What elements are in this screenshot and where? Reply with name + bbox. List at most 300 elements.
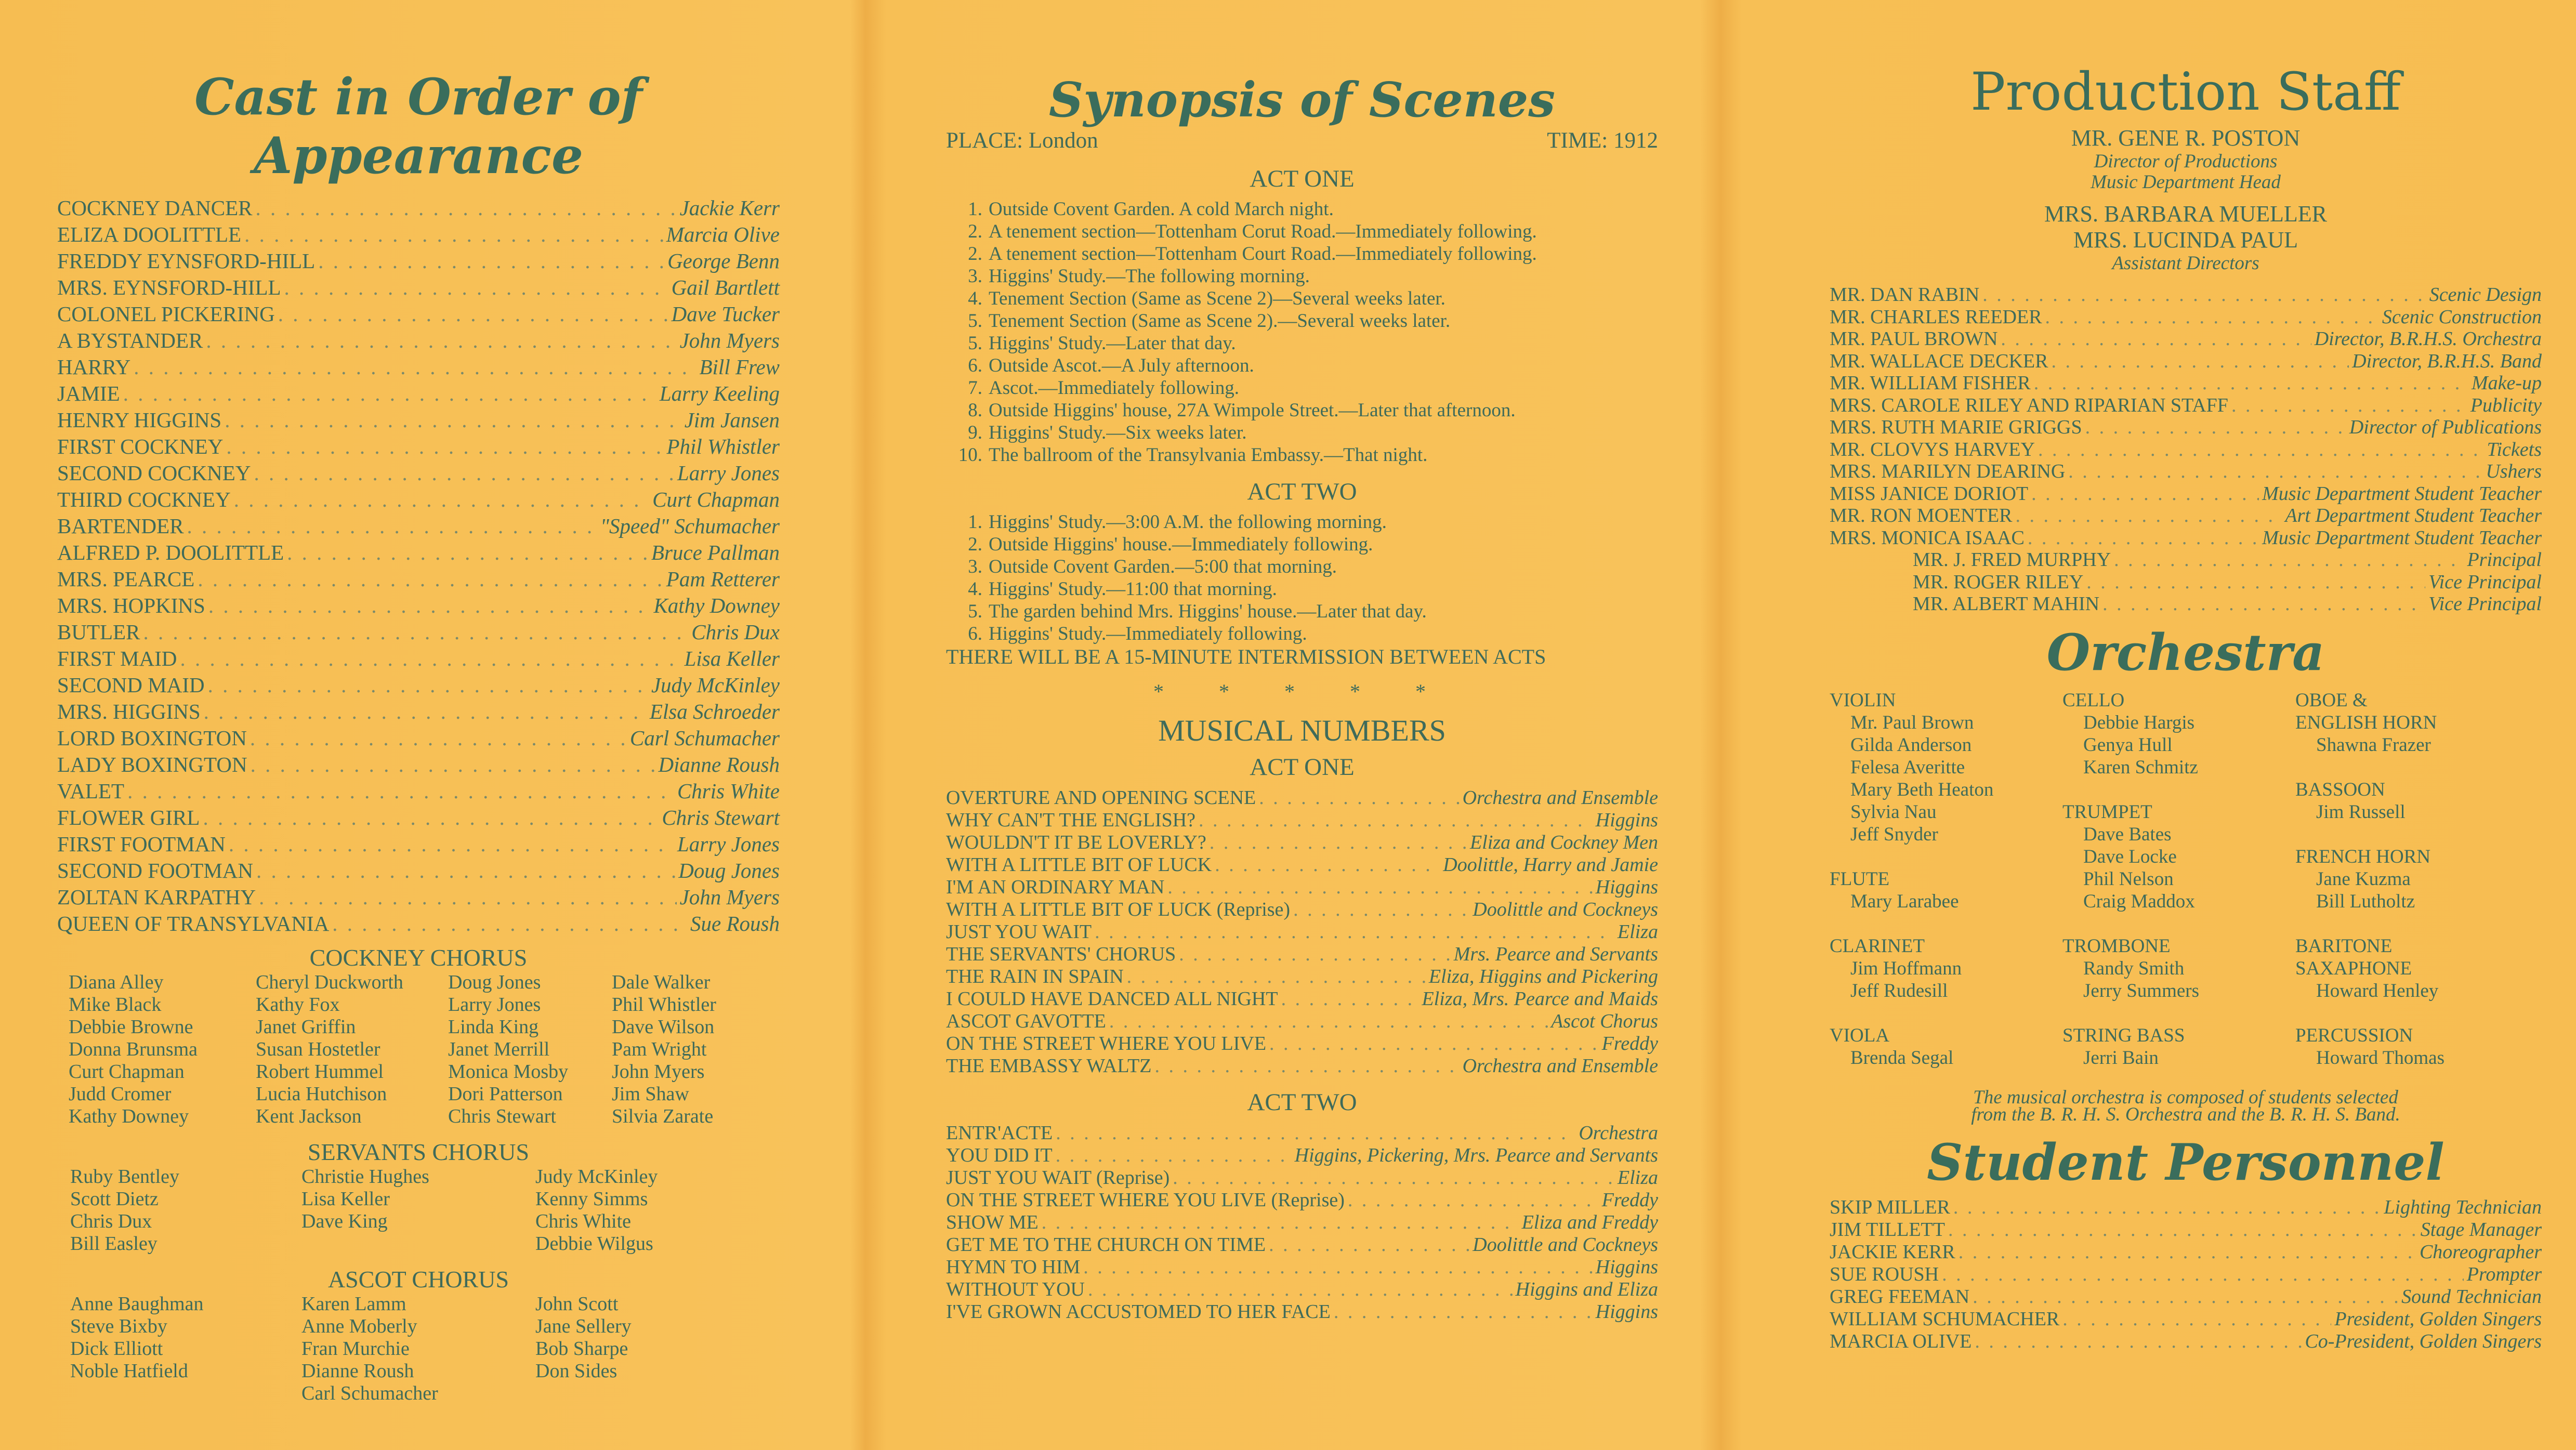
leader-dots (287, 540, 648, 565)
staff-row-right: Ushers (2486, 460, 2542, 482)
leader-dots (259, 885, 676, 909)
chorus-member (301, 1233, 535, 1255)
chorus-member: Bill Easley (70, 1233, 157, 1255)
chorus-member: Dave Wilson (612, 1016, 715, 1038)
servants-chorus-list (57, 1166, 780, 1255)
cast-row (57, 646, 780, 673)
leader-dots (1975, 1330, 2302, 1353)
musical-number-row-left: WITH A LITTLE BIT OF LUCK (Reprise) (946, 899, 1291, 920)
personnel-row-left: MARCIA OLIVE (1830, 1330, 1972, 1352)
cast-row (57, 301, 780, 328)
orchestra-section-heading: TRUMPET (2062, 801, 2152, 823)
orchestra-grid (1830, 689, 2542, 1091)
orchestra-section (2295, 689, 2529, 756)
orchestra-member: Shawna Frazer (2316, 734, 2431, 756)
staff-row-right: Director, B.R.H.S. Orchestra (2314, 328, 2542, 350)
leader-dots (1095, 920, 1614, 943)
scene-item (946, 354, 1658, 377)
orchestra-section-heading: FRENCH HORN (2295, 846, 2431, 867)
orchestra-section-heading: VIOLIN (1830, 689, 1896, 711)
leader-dots (187, 513, 597, 538)
leader-dots (198, 566, 663, 591)
leader-dots (278, 301, 668, 326)
orchestra-member: Jerri Bain (2083, 1047, 2159, 1069)
musical-number-row-left: ON THE STREET WHERE YOU LIVE (946, 1033, 1267, 1054)
musical-number-row-left: WOULDN'T IT BE LOVERLY? (946, 832, 1206, 853)
orchestra-member: Jim Russell (2316, 801, 2406, 823)
assistant-director-2: MRS. LUCINDA PAUL (2073, 227, 2298, 253)
orchestra-member: Jane Kuzma (2316, 868, 2411, 890)
leader-dots (254, 460, 674, 485)
cast-row-right: Chris Stewart (662, 806, 780, 829)
personnel-row-right: Co-President, Golden Singers (2305, 1330, 2542, 1352)
cast-row (57, 832, 780, 858)
scene-item (946, 556, 1658, 578)
cast-row (57, 513, 780, 540)
orchestra-member: Sylvia Nau (1850, 801, 1937, 823)
leader-dots (1269, 1233, 1469, 1256)
scene-number: 1. (968, 199, 982, 220)
chorus-member: Karen Lamm (301, 1293, 406, 1315)
chorus-member: Chris Stewart (448, 1105, 556, 1127)
staff-row-right: Scenic Construction (2382, 306, 2542, 328)
cast-row-right: Curt Chapman (652, 487, 780, 511)
chorus-member: Chris White (535, 1210, 632, 1232)
chorus-member: Dave King (301, 1210, 388, 1232)
orchestra-column-2 (2062, 689, 2295, 1091)
cast-row-right: Carl Schumacher (629, 726, 780, 750)
musical-number-row (946, 1010, 1658, 1032)
admin-row-right: Principal (2467, 549, 2542, 571)
musical-number-row (946, 898, 1658, 920)
act-two-scenes (946, 511, 1658, 645)
personnel-row (1830, 1263, 2542, 1285)
orchestra-section (2062, 689, 2295, 779)
staff-row-left: MR. WALLACE DECKER (1830, 350, 2048, 372)
leader-dots (206, 328, 676, 353)
scene-item (946, 332, 1658, 354)
leader-dots (1215, 853, 1440, 876)
orchestra-member: Brenda Segal (1850, 1047, 1954, 1069)
leader-dots (2016, 504, 2282, 527)
cast-row-right: Chris Dux (691, 620, 780, 644)
musical-number-row (946, 853, 1658, 876)
orchestra-section-heading: PERCUSSION (2295, 1024, 2413, 1046)
orchestra-section-heading: SAXAPHONE (2295, 957, 2412, 979)
cast-row-left: SECOND FOOTMAN (57, 859, 254, 882)
cast-row (57, 222, 780, 248)
musical-number-row-right: Ascot Chorus (1551, 1010, 1658, 1032)
scene-item (946, 198, 1658, 220)
leader-dots (1088, 1278, 1513, 1301)
musical-number-row-right: Freddy (1601, 1033, 1658, 1054)
staff-row-left: MRS. MARILYN DEARING (1830, 460, 2066, 482)
leader-dots (226, 434, 663, 459)
leader-dots (2034, 372, 2468, 394)
admin-row (1830, 571, 2542, 593)
cast-row-left: VALET (57, 779, 125, 803)
chorus-member: Diana Alley (69, 971, 164, 993)
scene-text: Tenement Section (Same as Scene 2)—Several weeks later. (989, 288, 1445, 309)
musical-number-row (946, 1054, 1658, 1077)
scene-number: 3. (968, 266, 982, 287)
leader-dots (255, 195, 676, 220)
orchestra-member: Bill Lutholtz (2316, 890, 2415, 912)
staff-list (1830, 283, 2542, 548)
musical-number-row-left: JUST YOU WAIT (Reprise) (946, 1167, 1170, 1189)
scene-number: 5. (968, 601, 982, 622)
cast-row-right: Doug Jones (678, 859, 780, 882)
scene-item (946, 600, 1658, 623)
staff-row (1830, 283, 2542, 306)
orchestra-member: Mary Larabee (1850, 890, 1959, 912)
scene-number: 9. (968, 422, 982, 443)
orchestra-section-heading: BASSOON (2295, 779, 2385, 800)
cast-row-right: George Benn (667, 249, 780, 273)
musical-number-row-left: SHOW ME (946, 1211, 1039, 1233)
staff-row-left: MR. CHARLES REEDER (1830, 306, 2042, 328)
personnel-row-right: Sound Technician (2401, 1285, 2542, 1308)
chorus-member: Mike Black (69, 994, 162, 1016)
cast-row-left: SECOND COCKNEY (57, 461, 251, 485)
personnel-row (1830, 1330, 2542, 1352)
act-one-scenes (946, 198, 1658, 466)
cast-row (57, 673, 780, 699)
staff-row (1830, 306, 2542, 328)
musical-number-row-left: OVERTURE AND OPENING SCENE (946, 787, 1256, 809)
cast-row-right: "Speed" Schumacher (600, 514, 780, 538)
cast-row-left: QUEEN OF TRANSYLVANIA (57, 912, 330, 935)
staff-row-right: Make-up (2471, 372, 2542, 394)
staff-row-right: Director, B.R.H.S. Band (2352, 350, 2542, 372)
orchestra-member: Howard Henley (2316, 980, 2439, 1001)
orchestra-section-heading: CLARINET (1830, 935, 1925, 957)
musical-number-row-left: WITH A LITTLE BIT OF LUCK (946, 854, 1212, 876)
divider-stars: * * * * * (1153, 680, 1451, 703)
chorus-member: Susan Hostetler (256, 1038, 380, 1060)
staff-row (1830, 394, 2542, 416)
chorus-member: Robert Hummel (256, 1061, 384, 1083)
cast-row-right: Jim Jansen (684, 408, 780, 432)
chorus-member: Dori Patterson (448, 1083, 563, 1105)
musical-number-row (946, 1166, 1658, 1189)
chorus-member: Christie Hughes (301, 1166, 429, 1188)
leader-dots (2085, 416, 2346, 439)
cast-row-left: SECOND MAID (57, 673, 205, 697)
leader-dots (1948, 1218, 2417, 1241)
cast-row-right: Dianne Roush (658, 753, 780, 776)
leader-dots (1281, 987, 1419, 1010)
cast-row (57, 275, 780, 301)
cast-row-left: A BYSTANDER (57, 328, 203, 352)
cast-row-left: MRS. EYNSFORD-HILL (57, 275, 281, 299)
chorus-member: Debbie Wilgus (535, 1233, 653, 1255)
scene-number: 1. (968, 511, 982, 533)
orchestra-member: Felesa Averitte (1850, 756, 1965, 778)
admin-row-right: Vice Principal (2428, 571, 2542, 593)
musical-number-row (946, 831, 1658, 853)
orchestra-member: Jeff Rudesill (1850, 980, 1948, 1001)
chorus-member: Noble Hatfield (70, 1360, 188, 1382)
leader-dots (2045, 306, 2379, 328)
cast-row (57, 328, 780, 354)
orchestra-member: Dave Bates (2083, 823, 2172, 845)
cast-row-left: FIRST FOOTMAN (57, 832, 226, 856)
staff-row-left: MRS. CAROLE RILEY AND RIPARIAN STAFF (1830, 394, 2228, 416)
leader-dots (208, 593, 651, 618)
leader-dots (284, 275, 668, 300)
scene-item (946, 444, 1658, 466)
musical-number-row (946, 876, 1658, 898)
cast-row-right: Chris White (677, 779, 780, 803)
leader-dots (2038, 438, 2484, 461)
leader-dots (1334, 1300, 1593, 1323)
cast-row-left: LORD BOXINGTON (57, 726, 247, 750)
staff-row (1830, 482, 2542, 505)
cast-row-right: Sue Roush (690, 912, 780, 935)
chorus-member: Kathy Downey (69, 1105, 189, 1127)
orchestra-member: Randy Smith (2083, 957, 2185, 979)
leader-dots (1959, 1241, 2416, 1263)
staff-row-right: Music Department Student Teacher (2262, 526, 2542, 549)
scene-item (946, 287, 1658, 310)
personnel-row (1830, 1196, 2542, 1218)
musical-number-row-right: Doolittle and Cockneys (1473, 1234, 1658, 1256)
cast-row (57, 752, 780, 779)
musical-number-row-left: THE EMBASSY WALTZ (946, 1055, 1152, 1077)
chorus-member: Carl Schumacher (301, 1382, 438, 1404)
leader-dots (229, 832, 674, 856)
musical-number-row-right: Mrs. Pearce and Servants (1453, 943, 1658, 965)
scene-number: 6. (968, 355, 982, 376)
leader-dots (332, 911, 687, 936)
musical-number-row-left: THE RAIN IN SPAIN (946, 966, 1124, 987)
leader-dots (1109, 1010, 1548, 1033)
admin-row (1830, 548, 2542, 571)
scene-number: 2. (968, 221, 982, 242)
musical-number-row-right: Doolittle and Cockneys (1473, 899, 1658, 920)
production-panel (1830, 0, 2542, 1450)
cast-row-left: FLOWER GIRL (57, 806, 200, 829)
musical-act-two-heading: ACT TWO (1247, 1089, 1357, 1116)
staff-row-right: Tickets (2487, 438, 2542, 460)
leader-dots (225, 407, 681, 432)
cast-row-right: Jackie Kerr (679, 196, 780, 220)
orchestra-section (1830, 1024, 2062, 1069)
personnel-row (1830, 1308, 2542, 1330)
cast-row-right: Dave Tucker (671, 302, 780, 326)
scene-text: Higgins' Study.—Immediately following. (989, 623, 1307, 644)
cast-row-left: HENRY HIGGINS (57, 408, 222, 432)
cast-row-right: Pam Retterer (666, 567, 780, 591)
musical-number-row-right: Eliza (1617, 1167, 1658, 1189)
leader-dots (1973, 1285, 2398, 1308)
orchestra-member: Jeff Snyder (1850, 823, 1938, 845)
scene-item (946, 310, 1658, 332)
leader-dots (1155, 1054, 1460, 1077)
cast-row-left: MRS. HOPKINS (57, 594, 205, 617)
personnel-row-left: JACKIE KERR (1830, 1241, 1955, 1263)
chorus-member: Silvia Zarate (612, 1105, 714, 1127)
leader-dots (143, 619, 688, 644)
chorus-member: Phil Whistler (612, 994, 716, 1016)
student-personnel-title: Student Personnel (1927, 1132, 2444, 1192)
leader-dots (2231, 394, 2467, 417)
cast-row-left: ELIZA DOOLITTLE (57, 222, 242, 246)
scene-text: Outside Higgins' house, 27A Wimpole Street.—Later that afternoon. (989, 400, 1516, 421)
scene-item (946, 533, 1658, 556)
cast-row-left: FIRST COCKNEY (57, 434, 224, 458)
production-staff-title: Production Staff (1970, 61, 2401, 122)
place-label: PLACE: London (946, 128, 1098, 153)
scene-number: 8. (968, 400, 982, 421)
leader-dots (2001, 327, 2311, 350)
cast-list (57, 195, 780, 938)
cast-row-left: MRS. HIGGINS (57, 700, 201, 723)
place-time-row (946, 128, 1658, 153)
staff-row-right: Scenic Design (2429, 284, 2542, 306)
personnel-row (1830, 1285, 2542, 1308)
personnel-row-left: SKIP MILLER (1830, 1196, 1950, 1218)
scene-item (946, 623, 1658, 645)
musical-number-row (946, 1300, 1658, 1323)
musical-number-row (946, 1189, 1658, 1211)
chorus-member: Scott Dietz (70, 1188, 159, 1210)
musical-number-row (946, 987, 1658, 1010)
musical-number-row-left: GET ME TO THE CHURCH ON TIME (946, 1234, 1266, 1256)
musical-number-row-left: YOU DID IT (946, 1144, 1053, 1166)
leader-dots (1056, 1122, 1575, 1144)
assistant-director-1: MRS. BARBARA MUELLER (2044, 201, 2327, 227)
orchestra-member: Genya Hull (2083, 734, 2173, 756)
synopsis-title: Synopsis of Scenes (1048, 72, 1556, 128)
musical-number-row (946, 943, 1658, 965)
leader-dots (1953, 1196, 2381, 1219)
orchestra-note-line-1: The musical orchestra is composed of students selected (1973, 1086, 2398, 1108)
musical-number-row (946, 920, 1658, 943)
cast-row-right: John Myers (679, 328, 780, 352)
chorus-member: Curt Chapman (69, 1061, 185, 1083)
leader-dots (1942, 1263, 2464, 1286)
orchestra-column-1 (1830, 689, 2062, 1091)
cast-row (57, 460, 780, 487)
chorus-member: Anne Moberly (301, 1315, 417, 1337)
staff-row-left: MR. DAN RABIN (1830, 284, 1980, 306)
scene-item (946, 377, 1658, 399)
orchestra-member: Jim Hoffmann (1850, 957, 1962, 979)
cast-row (57, 619, 780, 646)
cast-row (57, 407, 780, 434)
staff-row-left: MR. CLOVYS HARVEY (1830, 438, 2035, 460)
leader-dots (318, 248, 664, 273)
scene-number: 4. (968, 578, 982, 600)
musical-number-row-right: Higgins (1595, 809, 1658, 831)
cast-row-left: THIRD COCKNEY (57, 487, 231, 511)
cast-row-left: FIRST MAID (57, 647, 177, 670)
leader-dots (1127, 965, 1426, 988)
leader-dots (134, 354, 696, 379)
orchestra-section (1830, 689, 2062, 846)
orchestra-section-heading: BARITONE (2295, 935, 2393, 957)
musical-number-row-left: WHY CAN'T THE ENGLISH? (946, 809, 1196, 831)
cast-row-left: ALFRED P. DOOLITTLE (57, 541, 284, 564)
chorus-member: Kenny Simms (535, 1188, 648, 1210)
cockney-chorus-title: COCKNEY CHORUS (309, 944, 528, 971)
orchestra-member: Mary Beth Heaton (1850, 779, 1994, 800)
cast-row (57, 726, 780, 752)
leader-dots (1259, 786, 1459, 809)
cast-row-right: Gail Bartlett (671, 275, 780, 299)
admin-row-right: Vice Principal (2428, 593, 2542, 615)
cast-row (57, 699, 780, 726)
musical-number-row-right: Eliza (1617, 921, 1658, 943)
scene-number: 5. (968, 310, 982, 332)
musical-number-row-left: JUST YOU WAIT (946, 921, 1092, 943)
chorus-member: Dianne Roush (301, 1360, 414, 1382)
leader-dots (208, 673, 648, 697)
orchestra-member: Phil Nelson (2083, 868, 2174, 890)
musical-number-row (946, 965, 1658, 987)
musical-number-row-right: Higgins (1595, 1256, 1658, 1278)
staff-row (1830, 504, 2542, 526)
director-title-2: Music Department Head (2091, 172, 2281, 193)
orchestra-member: Karen Schmitz (2083, 756, 2198, 778)
chorus-member: Bob Sharpe (535, 1338, 628, 1360)
leader-dots (203, 805, 659, 830)
cast-panel (57, 0, 780, 1450)
scene-item (946, 511, 1658, 533)
musical-number-row (946, 1233, 1658, 1256)
chorus-member: John Myers (612, 1061, 705, 1083)
cast-row-right: Phil Whistler (666, 434, 780, 458)
scene-number: 5. (968, 333, 982, 354)
orchestra-section (2062, 1024, 2295, 1069)
chorus-member (535, 1382, 743, 1405)
leader-dots (123, 381, 656, 406)
scene-item (946, 399, 1658, 421)
scene-number: 10. (958, 444, 982, 466)
leader-dots (1269, 1032, 1599, 1055)
chorus-member: Monica Mosby (448, 1061, 569, 1083)
leader-dots (1199, 809, 1593, 832)
director-name: MR. GENE R. POSTON (2071, 125, 2301, 151)
musical-number-row-right: Orchestra (1579, 1122, 1658, 1144)
scene-number: 2. (968, 243, 982, 265)
musical-number-row-right: Eliza and Cockney Men (1470, 832, 1658, 853)
cast-row-left: FREDDY EYNSFORD-HILL (57, 249, 316, 273)
leader-dots (244, 222, 663, 247)
scene-text: Higgins' Study.—3:00 A.M. the following morning. (989, 511, 1387, 533)
chorus-member (70, 1382, 301, 1405)
staff-row-left: MISS JANICE DORIOT (1830, 482, 2029, 505)
cast-row (57, 779, 780, 805)
orchestra-section (2295, 1024, 2529, 1069)
cast-row-right: Bill Frew (699, 355, 780, 379)
cast-row-right: Larry Keeling (659, 381, 780, 405)
staff-row-left: MRS. MONICA ISAAC (1830, 526, 2025, 549)
scene-text: Outside Higgins' house.—Immediately following. (989, 534, 1373, 555)
ascot-chorus-title: ASCOT CHORUS (327, 1266, 509, 1293)
musical-number-row-right: Orchestra and Ensemble (1462, 787, 1658, 809)
cast-row-right: Elsa Schroeder (649, 700, 780, 723)
orchestra-section-heading: TROMBONE (2062, 935, 2171, 957)
scene-item (946, 220, 1658, 243)
personnel-row-left: JIM TILLETT (1830, 1218, 1945, 1241)
cast-row (57, 540, 780, 566)
chorus-member: Janet Merrill (448, 1038, 550, 1060)
cast-row-left: JAMIE (57, 381, 120, 405)
cast-row (57, 566, 780, 593)
